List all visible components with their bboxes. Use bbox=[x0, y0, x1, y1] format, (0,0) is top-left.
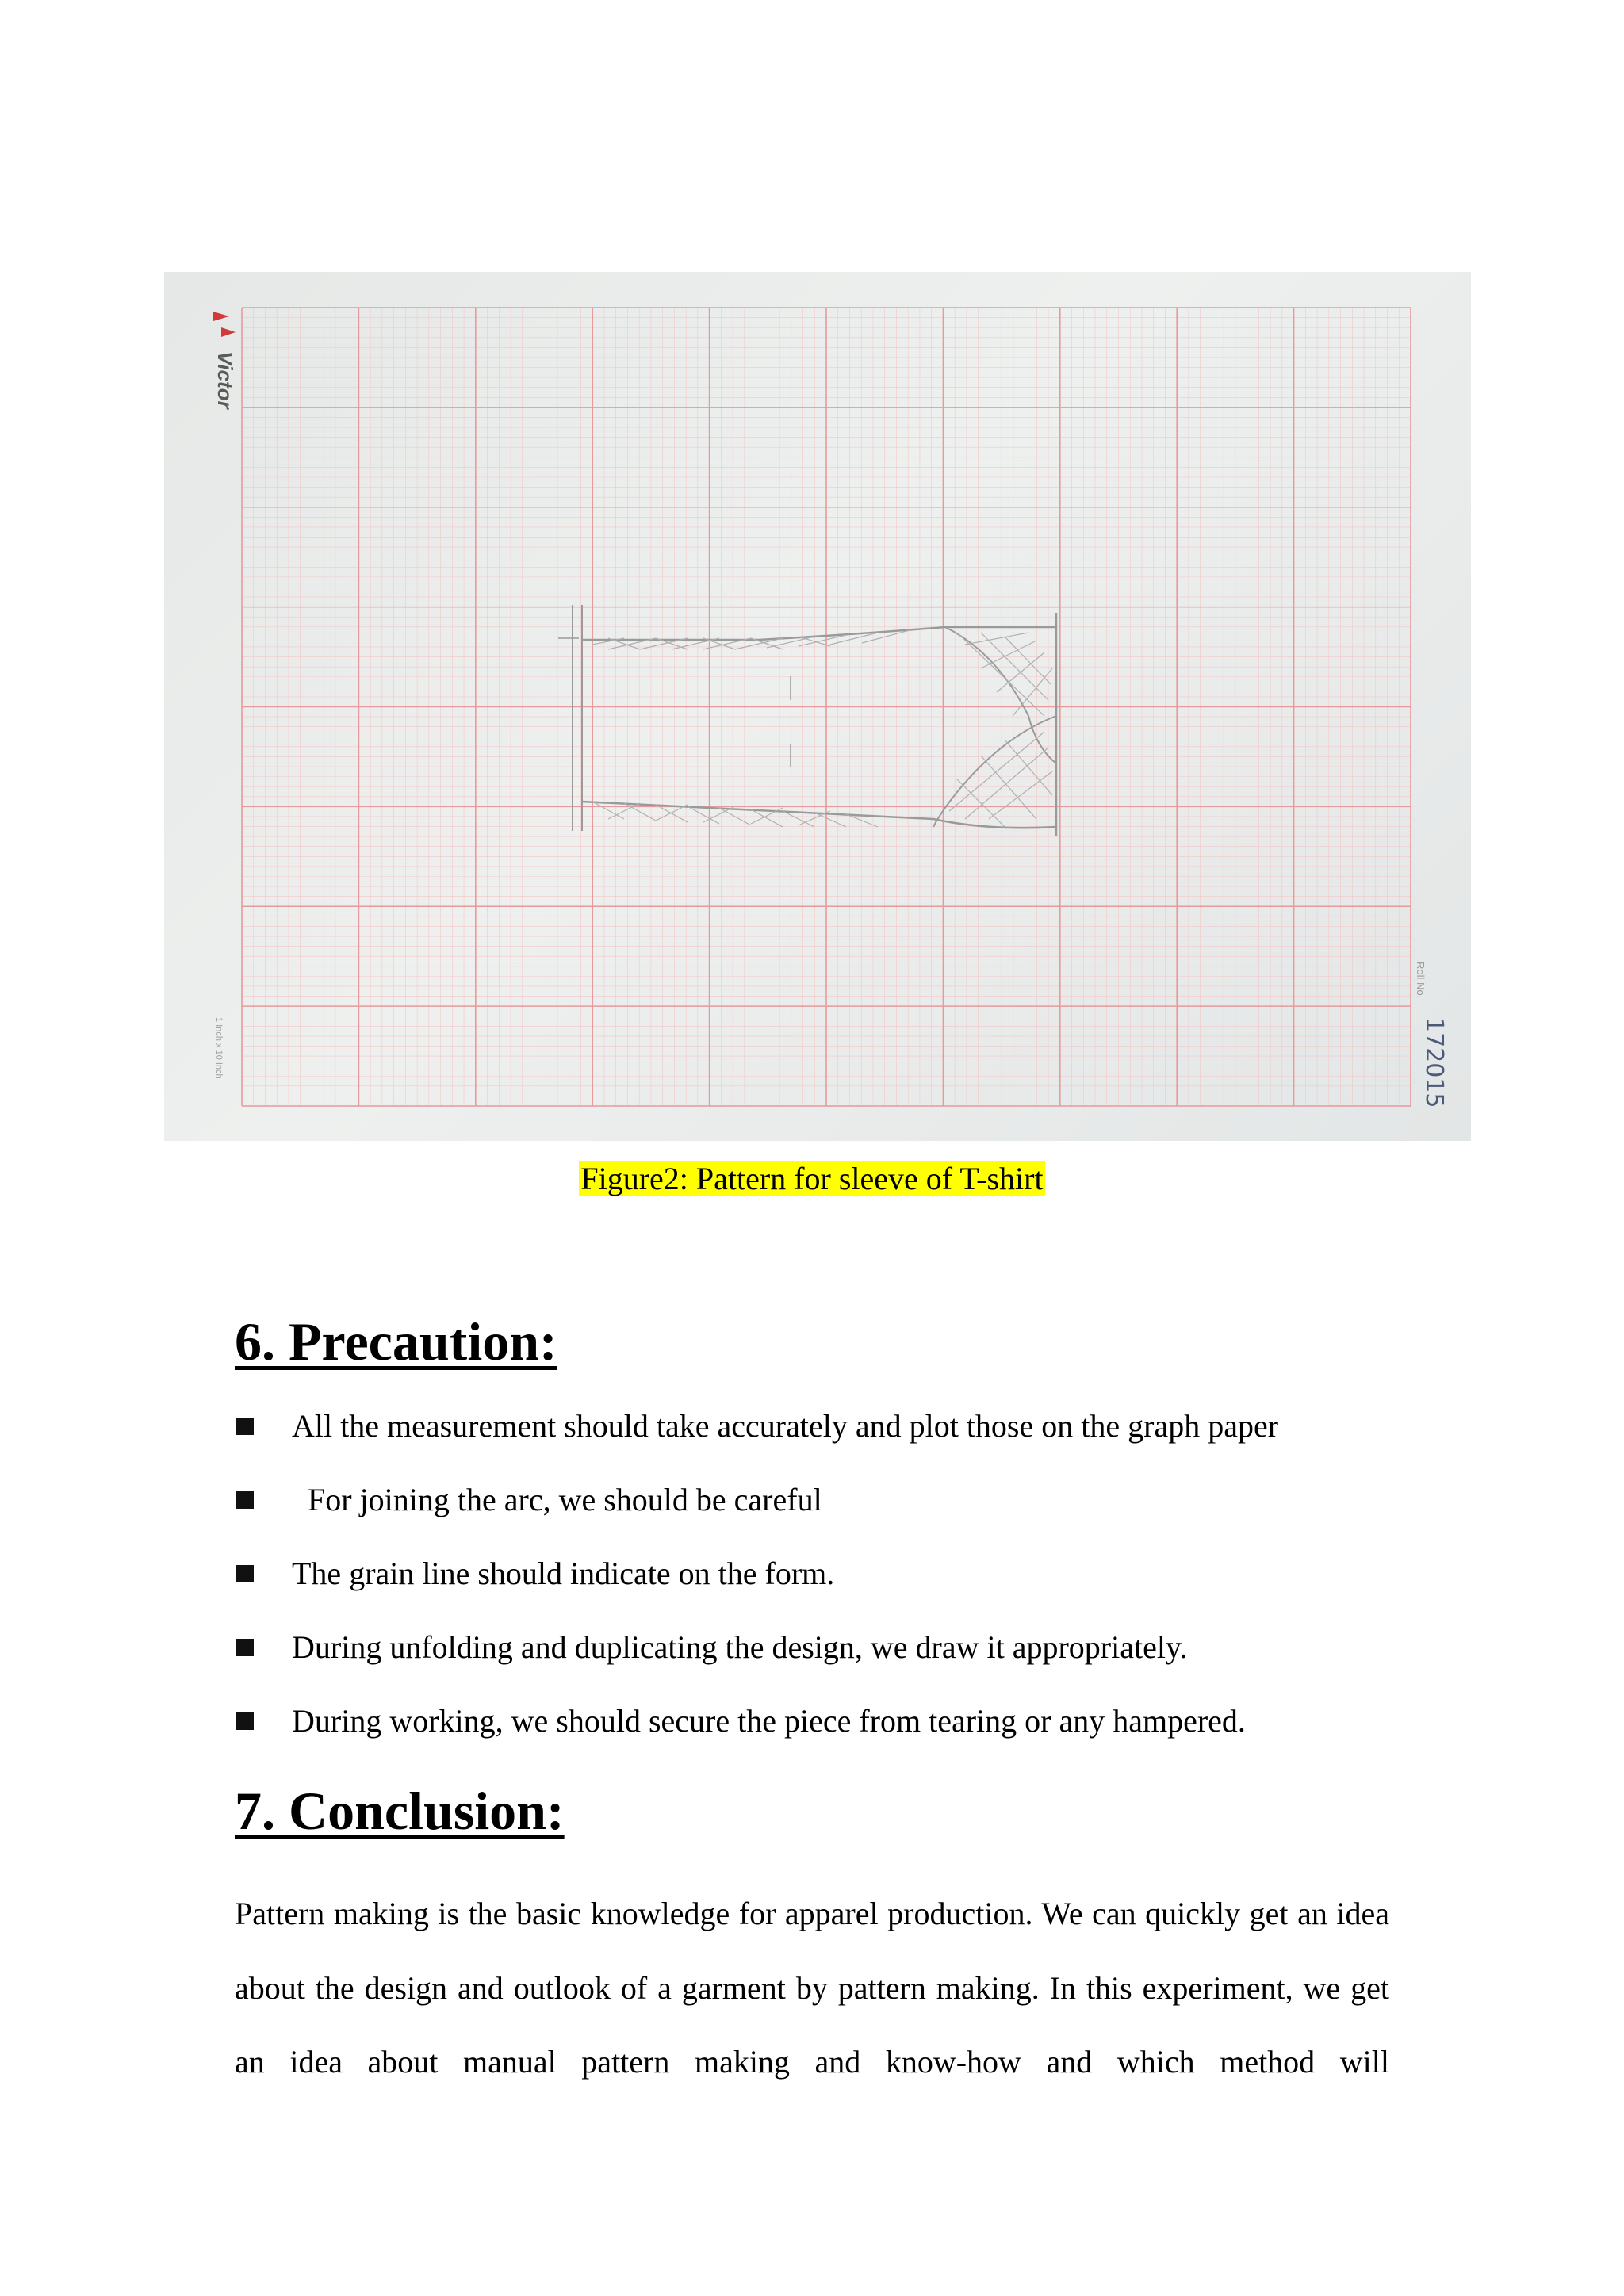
precaution-item bbox=[235, 1628, 1392, 1701]
precaution-item-text: For joining the arc, we should be careful bbox=[308, 1482, 822, 1517]
bullet-square-icon bbox=[236, 1418, 254, 1435]
figure-photo bbox=[164, 272, 1471, 1141]
bullet-square-icon bbox=[236, 1491, 254, 1509]
figure-caption-text: Figure2: Pattern for sleeve of T-shirt bbox=[580, 1161, 1044, 1196]
bullet-square-icon bbox=[236, 1639, 254, 1656]
precaution-item bbox=[235, 1480, 1392, 1554]
figure-caption bbox=[0, 1159, 1624, 1199]
roll-label: Roll No. bbox=[1415, 962, 1427, 999]
precaution-item bbox=[235, 1554, 1392, 1628]
precaution-item-text: The grain line should indicate on the form. bbox=[292, 1556, 835, 1591]
roll-number: 172015 bbox=[1420, 1017, 1448, 1108]
precaution-item-text: All the measurement should take accurately and plot those on the graph paper bbox=[292, 1408, 1279, 1444]
brand-name: Victor bbox=[213, 351, 237, 409]
precaution-item-text: During working, we should secure the piece from tearing or any hampered. bbox=[292, 1703, 1246, 1739]
sleeve-pattern-drawing bbox=[558, 605, 1056, 836]
brand-logo bbox=[213, 312, 237, 411]
precaution-list bbox=[235, 1406, 1392, 1775]
conclusion-heading: 7. Conclusion: bbox=[235, 1781, 565, 1841]
graph-paper bbox=[164, 272, 1471, 1141]
bullet-square-icon bbox=[236, 1712, 254, 1730]
conclusion-paragraph: Pattern making is the basic knowledge for apparel production. We can quickly get an idea about the design and outlook of a garment by pattern making. In this experiment, we get an idea about manual pattern making and know-how and which method will bbox=[235, 1896, 1389, 2080]
bullet-square-icon bbox=[236, 1565, 254, 1582]
precaution-item bbox=[235, 1701, 1392, 1775]
paper-scale-label: 1 Inch x 10 Inch bbox=[214, 1017, 224, 1079]
precaution-item bbox=[235, 1406, 1392, 1480]
precaution-heading: 6. Precaution: bbox=[235, 1311, 557, 1372]
precaution-item-text: During unfolding and duplicating the design, we draw it appropriately. bbox=[292, 1629, 1188, 1665]
